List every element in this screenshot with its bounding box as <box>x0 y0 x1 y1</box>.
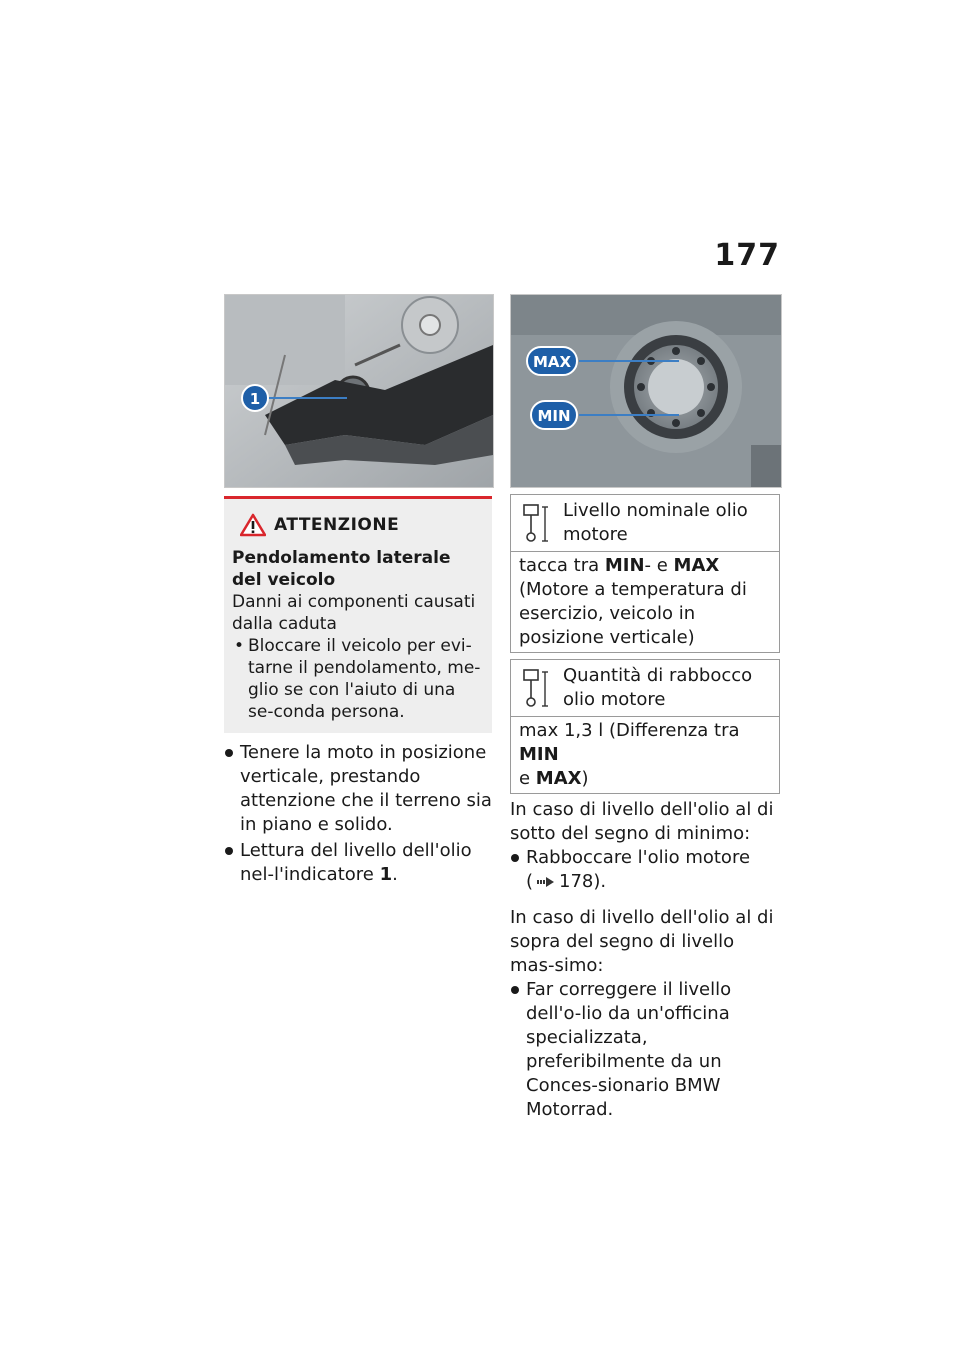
max-label: MAX <box>532 353 572 371</box>
above-max-steps <box>510 978 780 1122</box>
page-reference-link[interactable]: ( 178). <box>526 871 607 892</box>
warning-box <box>224 496 492 733</box>
spec-value: max 1,3 l (Differenza tra MIN e MAX) <box>519 720 740 789</box>
callout-ref: 1 <box>379 864 393 885</box>
warning-consequence: Danni ai componenti causati dalla caduta <box>232 592 476 634</box>
above-max-intro: In caso di livello dell'olio al di sopra del segno di livello mas-simo: <box>510 907 774 976</box>
step-item: Tenere la moto in posizione verticale, prestando attenzione che il terreno sia in piano e solido. <box>224 741 492 837</box>
left-column <box>224 294 492 889</box>
spec-label: Livello nominale olio motore <box>563 500 748 545</box>
left-steps <box>224 741 492 887</box>
callout-1: 1 <box>249 390 261 408</box>
warning-list <box>232 635 482 723</box>
spec-value: tacca tra MIN- e MAX (Motore a temperatura di esercizio, veicolo in posizione verticale) <box>519 555 747 648</box>
min-label: MIN <box>537 407 571 425</box>
warning-header <box>232 513 482 537</box>
engine-oil-spec-icon <box>519 666 553 710</box>
engine-illustration <box>225 295 493 487</box>
right-column <box>510 294 780 1124</box>
below-min-intro: In caso di livello dell'olio al di sotto del segno di minimo: <box>510 799 774 844</box>
step-item: Lettura del livello dell'olio nel-l'indicatore 1. <box>224 839 492 887</box>
side-stand-photo <box>224 294 494 488</box>
spec-refill-quantity <box>510 659 780 794</box>
step-item: Far correggere il livello dell'o-lio da un'officina specializzata, preferibilmente da un Conces-sionario BMW Motorrad. <box>510 978 780 1122</box>
step-item: Rabboccare l'olio motore ( 178). <box>510 846 780 894</box>
engine-oil-spec-icon <box>519 501 553 545</box>
spec-nominal-level <box>510 494 780 653</box>
warning-icon <box>240 513 266 537</box>
sight-glass-illustration <box>511 295 781 487</box>
page-arrow-icon <box>537 876 555 888</box>
warning-bullet: • Bloccare il veicolo per evi-tarne il pendolamento, me-glio se con l'aiuto di una se-conda persona. <box>232 635 482 723</box>
spec-note: (Motore a temperatura di esercizio, veicolo in posizione verticale) <box>519 579 747 648</box>
page-number: 177 <box>714 238 780 273</box>
warning-subtitle: Pendolamento laterale del veicolo <box>232 548 451 590</box>
below-min-steps <box>510 846 780 894</box>
oil-sight-glass-photo <box>510 294 782 488</box>
spec-label: Quantità di rabbocco olio motore <box>563 665 753 710</box>
warning-title: ATTENZIONE <box>274 515 400 535</box>
